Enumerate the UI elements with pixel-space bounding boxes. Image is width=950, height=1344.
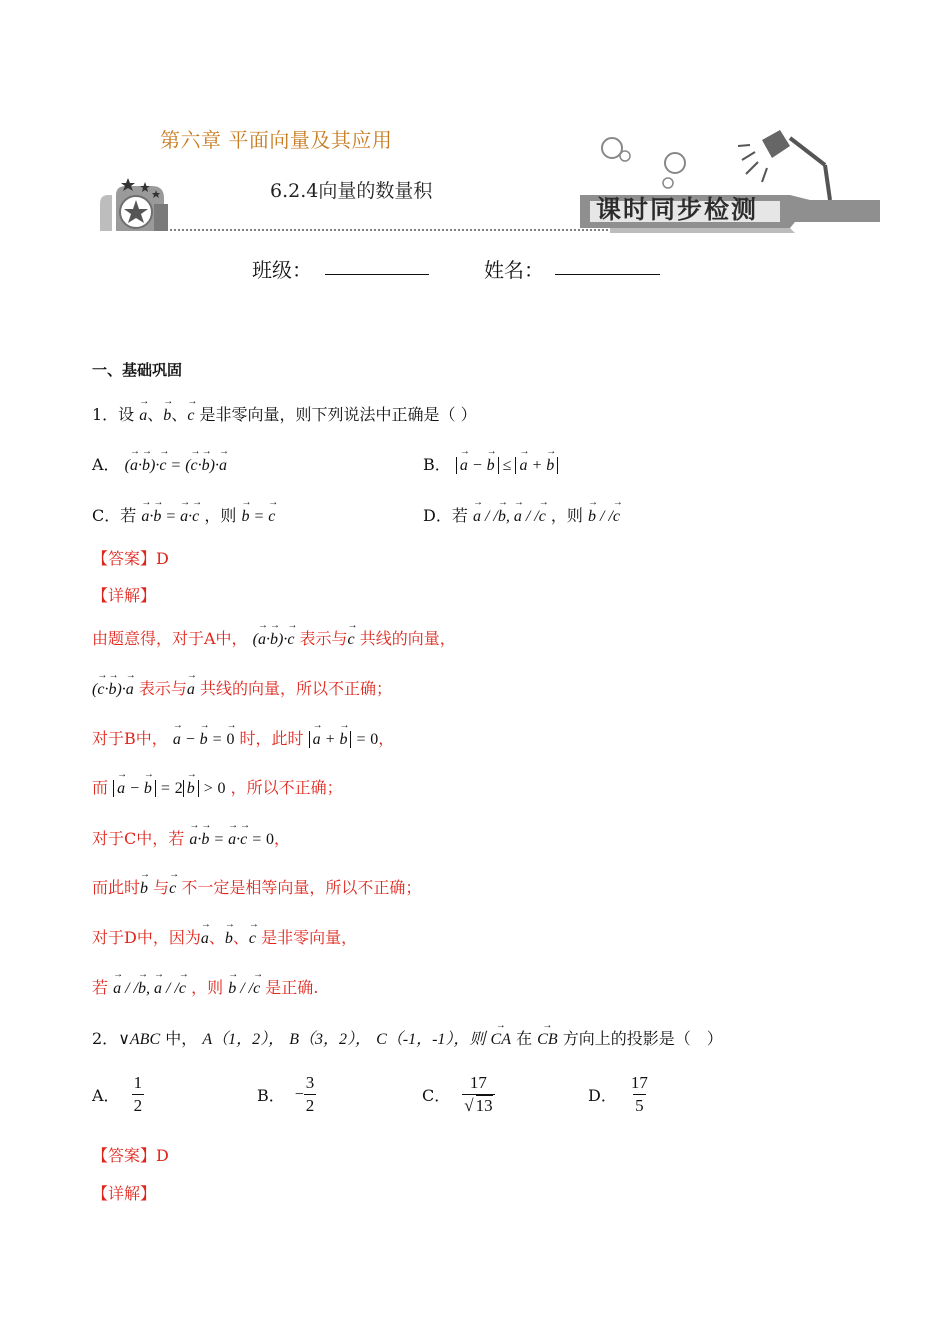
q2-option-d-label: D． [588, 1086, 617, 1105]
q1-s3b: 时，此时 [239, 729, 304, 748]
q2-option-c-label: C． [422, 1086, 451, 1105]
q2-d-denominator: 5 [635, 1096, 644, 1115]
q1-s5a: 对于C中，若 [92, 829, 185, 848]
q1-s6b: 与 [153, 878, 170, 897]
q1-answer: 【答案】D [92, 549, 169, 568]
q2-d-numerator: 17 [630, 1073, 648, 1092]
section-heading: 一、基础巩固 [92, 361, 183, 379]
q2-answer: 【答案】D [92, 1146, 169, 1165]
q1-stem-suffix: 是非零向量，则下列说法中正确是（ ） [199, 405, 477, 424]
q1-s6a: 而此时 [92, 878, 141, 897]
q1-option-a-label: A． [92, 455, 120, 474]
q1-s1a: 由题意得，对于A中， [92, 629, 248, 648]
q1-solution-line-7: 对于D中，因为→ a、→ b、→ c 是非零向量， [92, 925, 357, 948]
q2-a-numerator: 1 [133, 1073, 143, 1092]
q1-s1c: 共线的向量， [359, 629, 456, 648]
q1-s2b: 共线的向量，所以不正确； [199, 679, 392, 698]
chapter-title: 第六章 平面向量及其应用 [160, 128, 393, 152]
q2-option-c: C． $\frac{17}{√ 13}$ [422, 1073, 493, 1115]
q1-s8a: 若 [92, 978, 109, 997]
q1-solution-line-5: 对于C中，若 → a·→ b = → a·→ c = 0， [92, 826, 290, 849]
class-field[interactable] [325, 252, 429, 275]
header-banner-graphic [90, 100, 880, 240]
q1-option-b: B． → a − → b ≤ → a + → b [423, 452, 558, 475]
name-field[interactable] [555, 252, 660, 275]
q2-option-d [588, 1072, 650, 1117]
q2-option-a-label: A． [92, 1086, 120, 1105]
q1-s8c: 是正确. [265, 978, 319, 997]
q1-solution-line-6: 而此时→ b 与→ c 不一定是相等向量，所以不正确； [92, 875, 421, 898]
q1-solution-line-2: (→ c·→ b)·→ a 表示与→ a 共线的向量，所以不正确； [92, 676, 392, 699]
q2-point-a: A（1，2）， [202, 1031, 285, 1048]
class-label: 班级： [252, 258, 312, 282]
q1-s4b: ，所以不正确； [230, 778, 343, 797]
q2-c-numerator: 17 [469, 1073, 487, 1092]
q1-option-c: C．若 → a·→ b = → a·→ c ，则 → b = → c [92, 503, 275, 526]
q1-s8b: ，则 [191, 978, 224, 997]
banner-title: 课时同步检测 [596, 195, 759, 224]
q1-option-d-then: ，则 [550, 506, 583, 525]
q1-s7a: 对于D中，因为 [92, 928, 201, 947]
q1-s7b: 是非零向量， [261, 928, 358, 947]
q2-stem-b: 中， [165, 1029, 198, 1048]
question-1-stem: 1．设 → a、→ b、→ c 是非零向量，则下列说法中正确是（ ） [92, 402, 477, 425]
q2-b-denominator: 2 [305, 1096, 315, 1115]
q2-option-a [92, 1072, 144, 1117]
q1-s2a: 表示与 [138, 679, 187, 698]
name-label: 姓名： [484, 258, 544, 282]
q2-option-b: B． − $\frac{3}{2}$ [257, 1073, 315, 1115]
q1-option-c-then: ，则 [204, 506, 237, 525]
q2-stem-d: 方向上的投影是（ ） [562, 1029, 723, 1048]
q1-detail-heading: 【详解】 [92, 586, 157, 605]
q1-s1b: 表示与 [299, 629, 348, 648]
q2-stem-c: 在 [516, 1029, 533, 1048]
q1-stem-prefix: 1．设 [92, 405, 135, 424]
q1-s6c: 不一定是相等向量，所以不正确； [181, 878, 422, 897]
star-badge-icon [100, 178, 168, 231]
q2-a-denominator: 2 [133, 1096, 143, 1115]
q1-solution-line-1: 由题意得，对于A中， (→ a·→ b)·→ c 表示与→ c 共线的向量， [92, 626, 456, 649]
q1-option-d-label: D．若 [423, 506, 468, 525]
q2-option-b-label: B． [257, 1086, 285, 1105]
q2-b-numerator: 3 [305, 1073, 315, 1092]
q1-solution-line-8: 若 → a / /→ b, → a / /→ c ，则 → b / /→ c 是正确. [92, 975, 318, 998]
q1-solution-line-3: 对于B中， → a − → b = → 0 时，此时 → a + → b = 0， [92, 726, 394, 749]
q1-option-d: D．若 → a / /→ b, → a / /→ c ，则 → b / /→ c [423, 503, 620, 526]
q1-option-b-label: B． [423, 455, 451, 474]
q1-solution-line-4: 而 → a − → b = 2→ b > 0 ，所以不正确； [92, 775, 343, 798]
question-2-stem: 2．∨ABC 中， A（1，2）， B（3，2）， C（-1，-1），则 → CA 在 → CB 方向上的投影是（ ） [92, 1026, 723, 1049]
q2-c-denominator: 13 [475, 1096, 493, 1115]
q1-option-c-label: C．若 [92, 506, 137, 525]
q2-detail-heading: 【详解】 [92, 1184, 157, 1203]
q2-point-c: C（-1，-1），则 [376, 1031, 486, 1048]
q1-s3a: 对于B中， [92, 729, 168, 748]
lesson-title: 6.2.4向量的数量积 [270, 180, 433, 202]
q2-point-b: B（3，2）， [289, 1031, 371, 1048]
q2-stem-a: 2． [92, 1029, 119, 1048]
q1-option-a: A． (→ a·→ b)·→ c = (→ c·→ b)·→ a [92, 452, 227, 475]
q1-s4a: 而 [92, 778, 109, 797]
